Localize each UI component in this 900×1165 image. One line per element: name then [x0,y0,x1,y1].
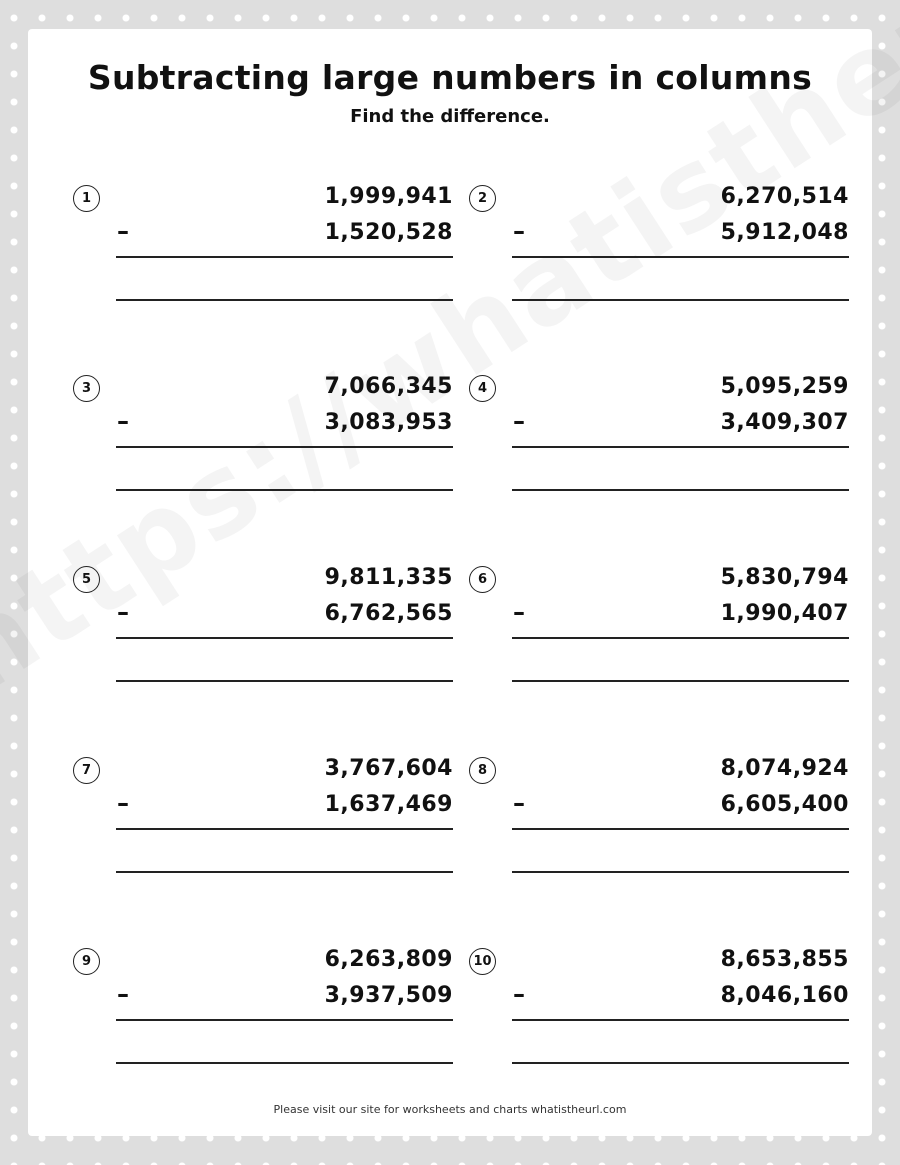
minuend: 5,830,794 [720,565,849,590]
page-title: Subtracting large numbers in columns [87,58,813,97]
problem-9 [73,948,453,1078]
answer-line[interactable] [512,489,849,491]
sum-rule-line [512,446,849,448]
problem-7 [73,757,453,887]
answer-line[interactable] [512,680,849,682]
problem-5 [73,566,453,696]
minus-sign: – [117,789,129,817]
minuend: 9,811,335 [324,565,453,590]
problem-number-badge: 8 [469,757,496,784]
sum-rule-line [116,828,453,830]
problem-6 [469,566,849,696]
minuend: 7,066,345 [324,374,453,399]
problem-10 [469,948,849,1078]
answer-line[interactable] [512,299,849,301]
problem-8 [469,757,849,887]
problem-number-badge: 9 [73,948,100,975]
problem-number-badge: 3 [73,375,100,402]
minus-sign: – [117,598,129,626]
minus-sign: – [513,980,525,1008]
minuend: 6,270,514 [720,184,849,209]
subtrahend: 6,605,400 [720,792,849,817]
subtrahend: 8,046,160 [720,983,849,1008]
minuend: 5,095,259 [720,374,849,399]
minus-sign: – [513,598,525,626]
subtrahend: 3,409,307 [720,410,849,435]
problem-number-badge: 7 [73,757,100,784]
answer-line[interactable] [512,871,849,873]
answer-line[interactable] [116,1062,453,1064]
problem-4 [469,375,849,505]
subtrahend: 1,990,407 [720,601,849,626]
problem-number-badge: 1 [73,185,100,212]
problem-2 [469,185,849,315]
problem-number-badge: 10 [469,948,496,975]
sum-rule-line [116,256,453,258]
minus-sign: – [117,407,129,435]
problem-number-badge: 4 [469,375,496,402]
answer-line[interactable] [116,680,453,682]
problem-1 [73,185,453,315]
problem-3 [73,375,453,505]
problem-number-badge: 6 [469,566,496,593]
sum-rule-line [116,637,453,639]
footer-note: Please visit our site for worksheets and charts whatistheurl.com [273,1103,627,1116]
sum-rule-line [512,637,849,639]
sum-rule-line [512,1019,849,1021]
answer-line[interactable] [512,1062,849,1064]
answer-line[interactable] [116,871,453,873]
sum-rule-line [116,446,453,448]
subtrahend: 3,937,509 [324,983,453,1008]
minus-sign: – [117,980,129,1008]
sum-rule-line [512,828,849,830]
sum-rule-line [512,256,849,258]
minuend: 8,653,855 [720,947,849,972]
minuend: 1,999,941 [324,184,453,209]
minuend: 3,767,604 [324,756,453,781]
subtrahend: 6,762,565 [324,601,453,626]
subtrahend: 5,912,048 [720,220,849,245]
answer-line[interactable] [116,299,453,301]
subtrahend: 1,520,528 [324,220,453,245]
minuend: 8,074,924 [720,756,849,781]
minus-sign: – [513,217,525,245]
minuend: 6,263,809 [324,947,453,972]
answer-line[interactable] [116,489,453,491]
subtrahend: 3,083,953 [324,410,453,435]
problem-number-badge: 5 [73,566,100,593]
page-subtitle: Find the difference. [350,106,550,127]
sum-rule-line [116,1019,453,1021]
problem-number-badge: 2 [469,185,496,212]
minus-sign: – [513,789,525,817]
subtrahend: 1,637,469 [324,792,453,817]
minus-sign: – [513,407,525,435]
minus-sign: – [117,217,129,245]
